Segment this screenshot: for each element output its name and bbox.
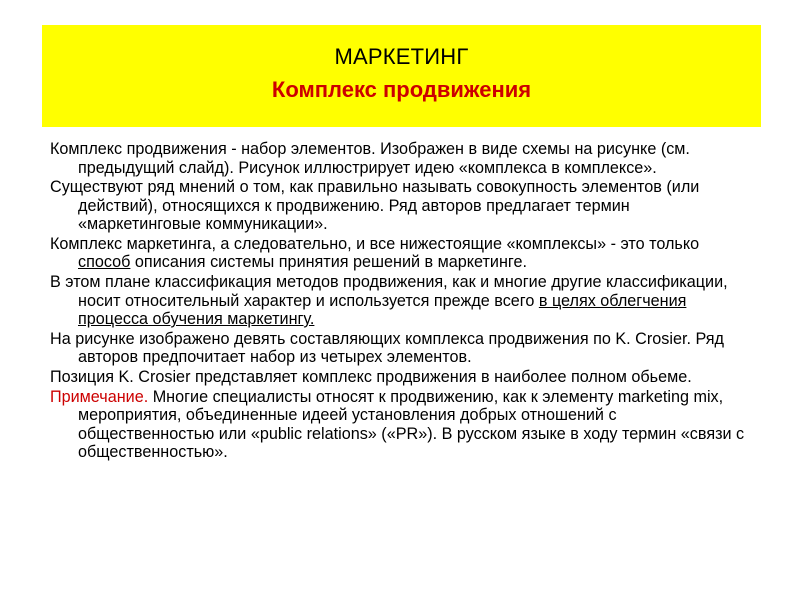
slide-header bbox=[42, 25, 761, 127]
paragraph-classification bbox=[50, 273, 755, 329]
note-text: Многие специалисты относят к продвижению, как к элементу marketing mix, мероприятия, объединенные идеей установления добрых отношений с общественностью или «public relations» («PR»). В русском языке в ходу термин «связи с общественностью». bbox=[78, 387, 745, 462]
underlined-phrase: в целях облегчения процесса обучения маркетингу. bbox=[78, 291, 687, 329]
note-label: Примечание. bbox=[50, 387, 149, 406]
paragraph-terminology: Существуют ряд мнений о том, как правильно называть совокупность элементов (или действий), относящихся к продвижению. Ряд авторов предлагает термин «маркетинговые коммуникации». bbox=[50, 178, 700, 234]
paragraph-text: описания системы принятия решений в маркетинге. bbox=[130, 253, 527, 272]
slide-subtitle: Комплекс продвижения bbox=[271, 77, 532, 102]
slide-body bbox=[50, 140, 755, 463]
paragraph-marketing-mix bbox=[50, 235, 755, 272]
paragraph-text: В этом плане классификация методов продвижения, как и многие другие классификации, носит относительный характер и используется прежде всего bbox=[50, 273, 728, 310]
paragraph-text: Комплекс маркетинга, а следовательно, и все нижестоящие «комплексы» - это только bbox=[50, 234, 700, 253]
paragraph-crosier-elements: На рисунке изображено девять составляющих комплекса продвижения по K. Crosier. Ряд авторов предпочитает набор из четырех элементов. bbox=[50, 329, 724, 367]
paragraph-note bbox=[50, 388, 755, 462]
slide-title: МАРКЕТИНГ bbox=[334, 44, 469, 69]
underlined-term: способ bbox=[78, 253, 131, 272]
paragraph-definition: Комплекс продвижения - набор элементов. Изображен в виде схемы на рисунке (см. предыдущий слайд). Рисунок иллюстрирует идею «комплекса в комплексе». bbox=[50, 140, 690, 177]
paragraph-crosier-position: Позиция K. Crosier представляет комплекс продвижения в наиболее полном обьеме. bbox=[50, 367, 692, 386]
